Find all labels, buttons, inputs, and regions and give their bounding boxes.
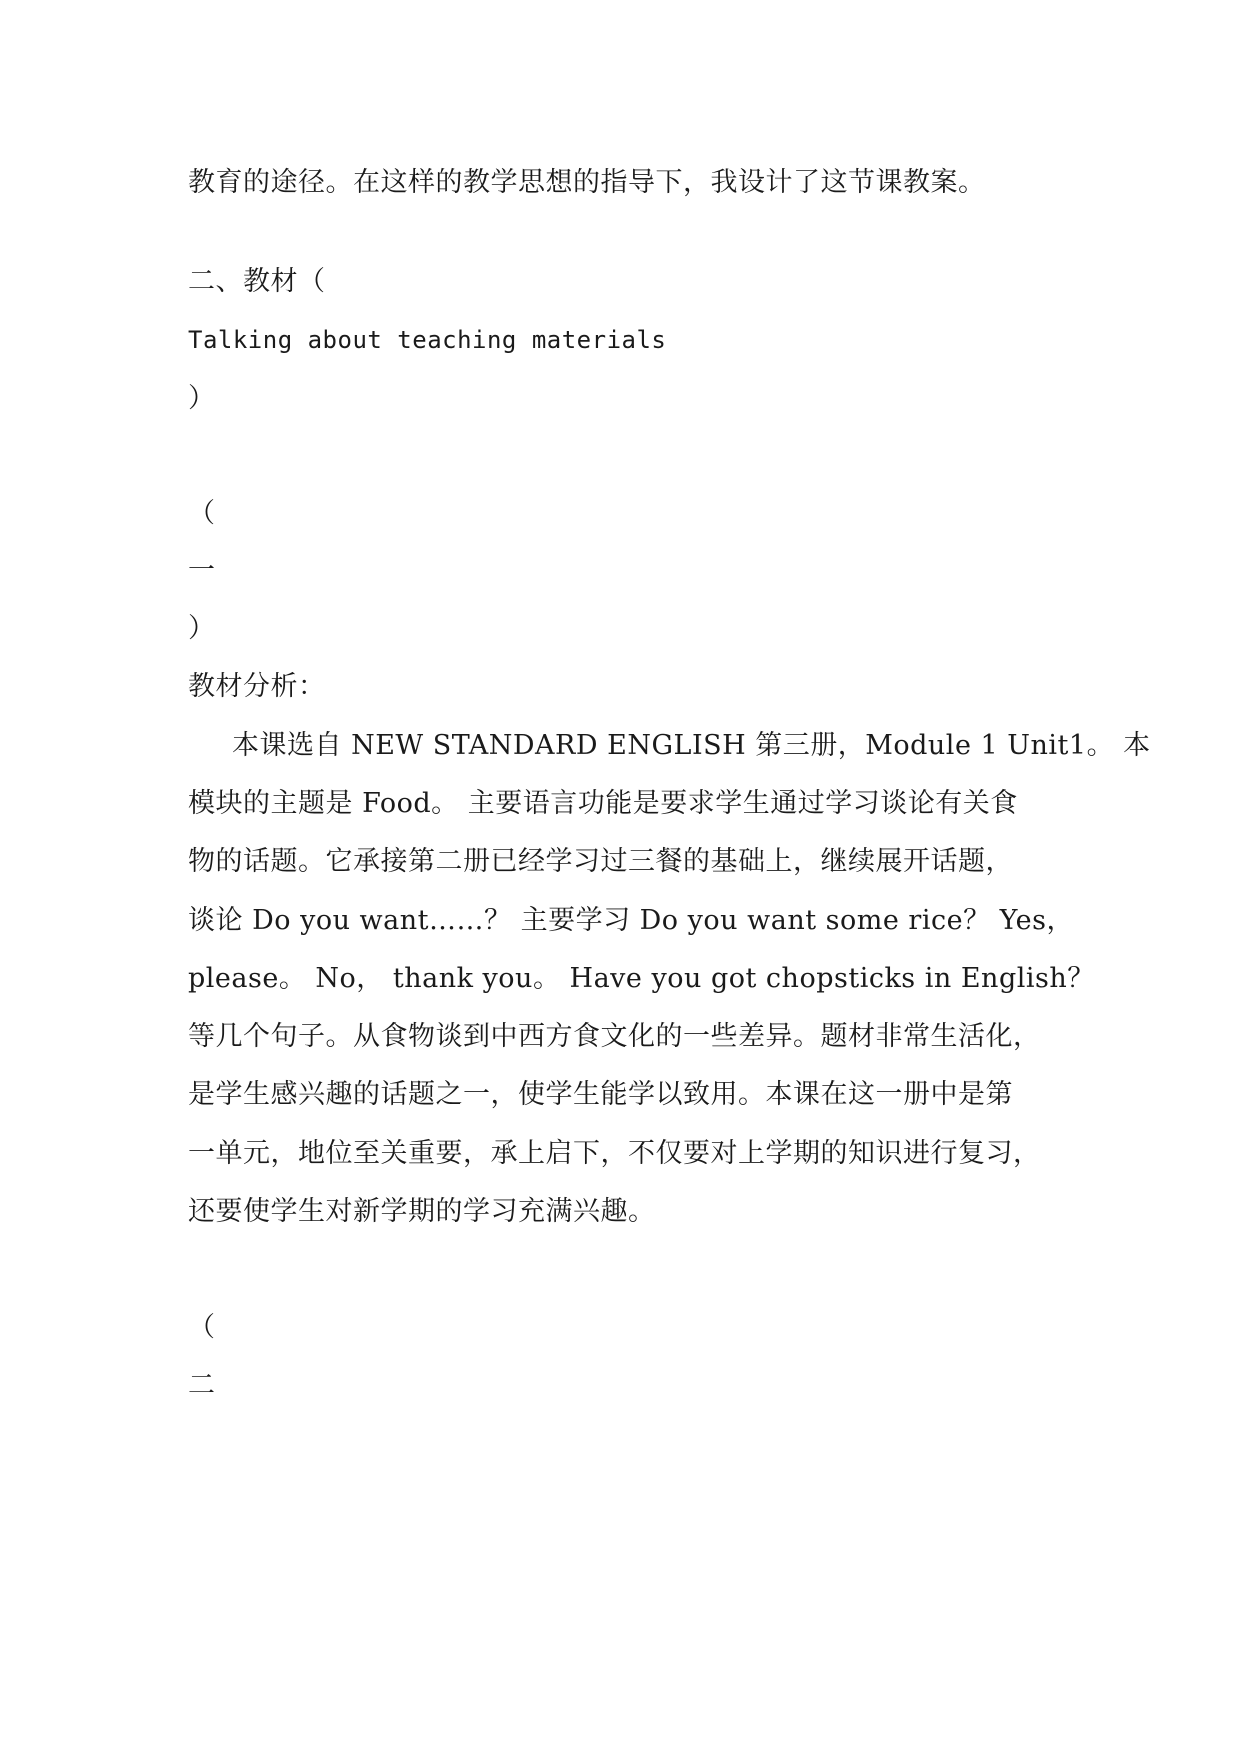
section-close-paren: ） — [188, 383, 216, 414]
section-heading: 二、教材（ — [188, 266, 326, 297]
paragraph-line: 是学生感兴趣的话题之一，使学生能学以致用。本课在这一册中是第 — [188, 1079, 1013, 1110]
paragraph-line: 一单元，地位至关重要，承上启下，不仅要对上学期的知识进行复习， — [188, 1138, 1041, 1169]
subsection-number: 一 — [188, 555, 216, 586]
subsection-open-paren: （ — [188, 498, 216, 529]
subsection-title: 教材分析： — [188, 671, 326, 702]
section-subtitle: Talking about teaching materials — [188, 326, 667, 354]
paragraph-line: 还要使学生对新学期的学习充满兴趣。 — [188, 1196, 656, 1227]
paragraph-line: 等几个句子。从食物谈到中西方食文化的一些差异。题材非常生活化， — [188, 1021, 1041, 1052]
subsection-close-paren: ） — [188, 613, 216, 644]
paragraph-line: 模块的主题是 Food。 主要语言功能是要求学生通过学习谈论有关食 — [188, 788, 1018, 819]
subsection-open-paren: （ — [188, 1312, 216, 1343]
subsection-number: 二 — [188, 1370, 216, 1401]
paragraph-line: 物的话题。它承接第二册已经学习过三餐的基础上，继续展开话题， — [188, 846, 1013, 877]
paragraph-line: 本课选自 NEW STANDARD ENGLISH 第三册，Module 1 Unit1。 本 — [232, 730, 1151, 761]
paragraph-line: please。 No， thank you。 Have you got chopsticks in English？ — [188, 963, 1095, 994]
intro-line: 教育的途径。在这样的教学思想的指导下，我设计了这节课教案。 — [188, 167, 986, 198]
paragraph-line: 谈论 Do you want……？ 主要学习 Do you want some rice？ Yes， — [188, 905, 1074, 936]
